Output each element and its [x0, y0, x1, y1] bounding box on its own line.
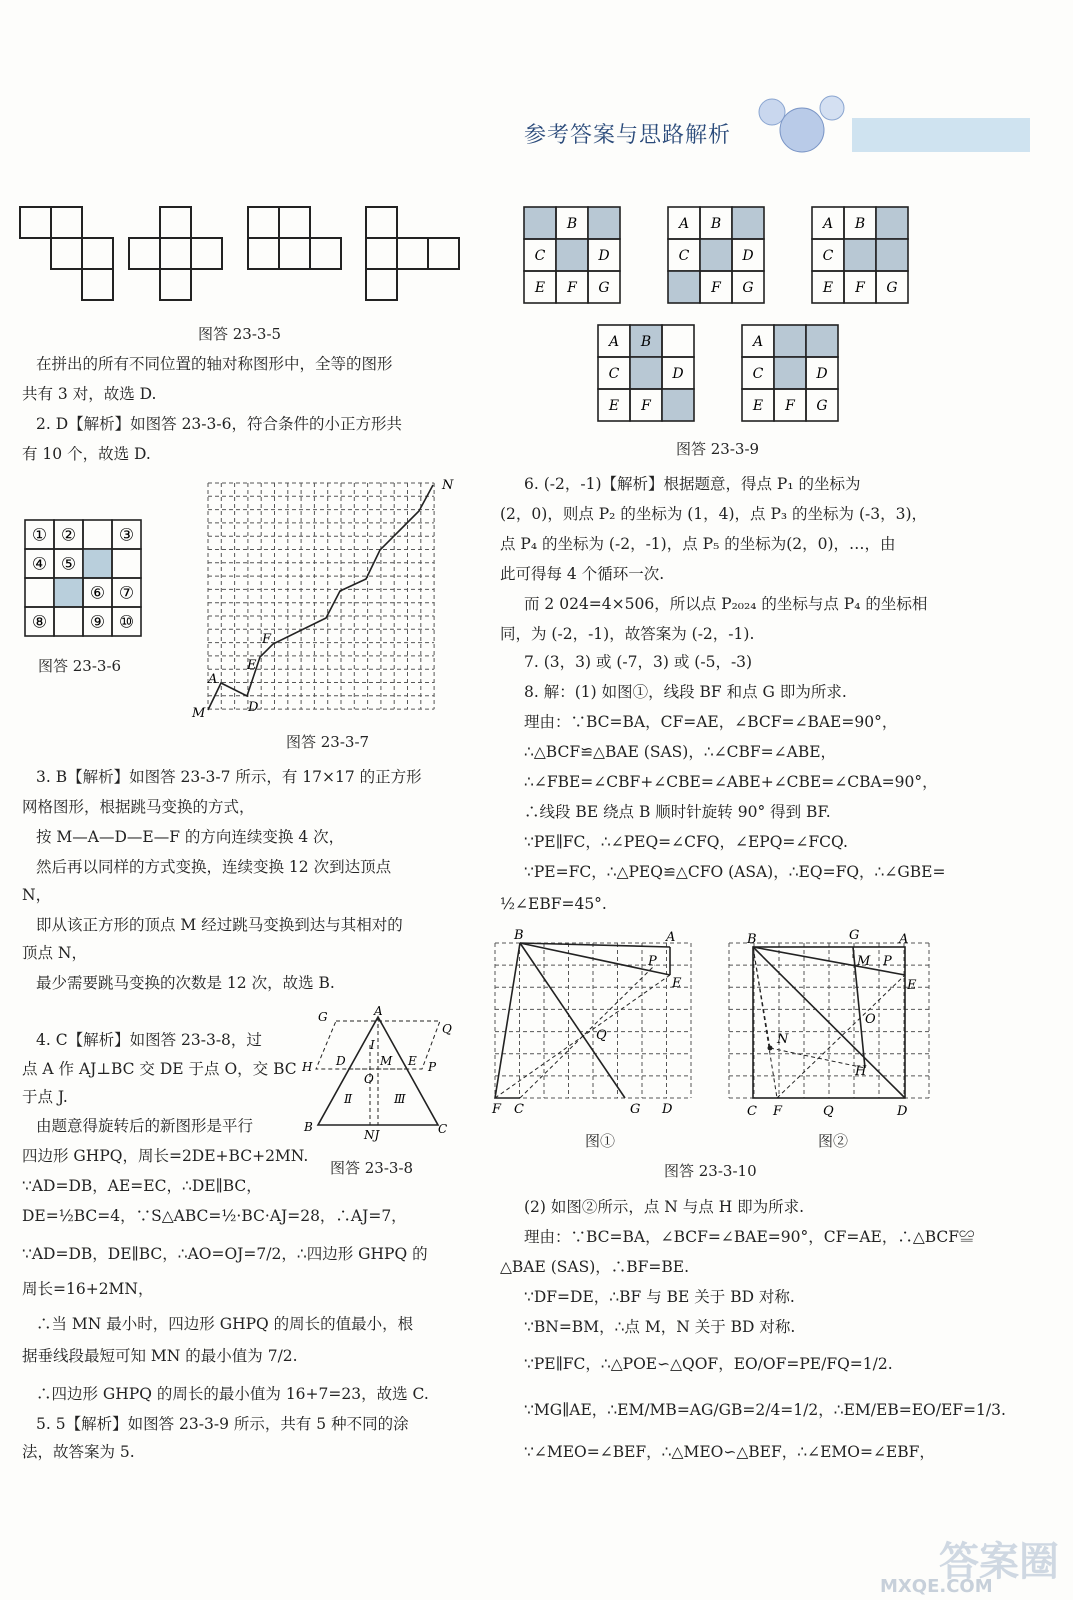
grid9-label: G — [598, 280, 610, 296]
left-text-line: 网格图形，根据跳马变换的方式， — [22, 798, 255, 816]
fig8-label-Q: Q — [442, 1022, 452, 1036]
figure-23-3-5 — [20, 205, 460, 305]
grid9-label: B — [854, 216, 866, 232]
right-text-line: ∴△BCF≌△BAE (SAS)，∴∠CBF=∠ABE， — [524, 743, 837, 761]
left-text-line: 按 M—A—D—E—F 的方向连续变换 4 次， — [36, 828, 345, 846]
right-text-line: 点 P₄ 的坐标为 (-2，-1)，点 P₅ 的坐标为(2，0)，…，由 — [500, 535, 896, 553]
header-title: 参考答案与思路解析 — [524, 123, 732, 148]
right-text-line: ∴线段 BE 绕点 B 顺时针旋转 90° 得到 BF. — [524, 803, 831, 821]
grid9-label: C — [534, 248, 546, 264]
grid9-cell — [774, 325, 806, 357]
grid9-label: F — [641, 398, 651, 414]
grid6-label: ④ — [31, 554, 48, 575]
left-text-line: 由题意得旋转后的新图形是平行 — [36, 1117, 254, 1135]
right-text-line: (2) 如图②所示，点 N 与点 H 即为所求. — [524, 1198, 805, 1216]
grid9-cell — [588, 207, 620, 239]
grid6-cell — [25, 578, 54, 607]
grid6-cell — [83, 549, 112, 578]
grid6-label: ② — [60, 525, 77, 546]
fig7-label-A: A — [208, 672, 218, 687]
grid9-label: F — [567, 280, 577, 296]
grid9-label: C — [752, 366, 764, 382]
grid9-cell — [556, 239, 588, 271]
watermark-logo: 答案圈 — [939, 1539, 1059, 1585]
grid9-label: G — [742, 280, 754, 296]
figure-23-3-9 — [520, 205, 920, 425]
fig10b-label-G: G — [849, 928, 860, 943]
fig8-label-II: Ⅱ — [344, 1092, 353, 1106]
left-text-line: 有 10 个，故选 D. — [22, 445, 151, 463]
fig10a-label-Q: Q — [596, 1028, 607, 1043]
grid9-cell — [876, 207, 908, 239]
left-text-line: 5. 5【解析】如图答 23-3-9 所示，共有 5 种不同的涂 — [36, 1415, 409, 1433]
caption-fig10b: 图② — [818, 1132, 849, 1150]
right-text-line: 8. 解：(1) 如图①，线段 BF 和点 G 即为所求. — [524, 683, 847, 701]
caption-fig9: 图答 23-3-9 — [676, 440, 760, 458]
grid9-label: B — [640, 334, 652, 350]
grid9-cell — [662, 389, 694, 421]
grid9-label: B — [710, 216, 722, 232]
right-text-line: 而 2 024=4×506，所以点 P₂₀₂₄ 的坐标与点 P₄ 的坐标相 — [524, 595, 928, 613]
left-text-line: 四边形 GHPQ，周长=2DE+BC+2MN. — [22, 1147, 309, 1165]
fig10b-label-N: N — [777, 1032, 789, 1047]
fig10a-label-C: C — [514, 1102, 524, 1117]
fig8-label-D: D — [336, 1054, 346, 1068]
grid6-cell — [83, 520, 112, 549]
grid6-label: ③ — [118, 525, 135, 546]
figure-23-3-7 — [190, 475, 460, 725]
grid9-cell — [668, 271, 700, 303]
right-text-line: 理由：∵BC=BA，∠BCF=∠BAE=90°，CF=AE，∴△BCF≌ — [524, 1228, 975, 1246]
fig8-label-E: E — [408, 1054, 417, 1068]
fig8-label-III: Ⅲ — [394, 1092, 406, 1106]
right-text-line: ½∠EBF=45°. — [500, 895, 607, 913]
bubble-decoration-icon — [750, 92, 850, 162]
fig10a-label-A: A — [666, 930, 676, 945]
grid6-label: ⑥ — [89, 583, 106, 604]
right-text-line: 同，为 (-2，-1)，故答案为 (-2，-1). — [500, 625, 755, 643]
grid9-label: C — [822, 248, 834, 264]
fig10b-label-P: P — [883, 954, 892, 969]
right-text-line: (2，0)，则点 P₂ 的坐标为 (1，4)，点 P₃ 的坐标为 (-3，3)， — [500, 505, 928, 523]
left-text-line: DE=½BC=4，∵S△ABC=½·BC·AJ=28，∴AJ=7， — [22, 1207, 407, 1225]
left-text-line: N， — [22, 886, 52, 904]
fig10b-label-B: B — [747, 932, 757, 947]
grid9-label: G — [816, 398, 828, 414]
grid9-label: D — [816, 366, 828, 382]
fig8-label-G: G — [318, 1010, 328, 1024]
grid6-cell — [54, 578, 83, 607]
grid9-cell — [774, 357, 806, 389]
left-text-line: 顶点 N， — [22, 944, 87, 962]
fig10a-label-F: F — [492, 1102, 502, 1117]
figure-23-3-6 — [25, 520, 145, 640]
right-text-line: ∵PE∥FC，∴△POE∽△QOF，EO/OF=PE/FQ=1/2. — [524, 1355, 893, 1373]
fig10b-label-H: H — [855, 1064, 867, 1079]
fig10b-label-E: E — [907, 978, 917, 993]
left-text-line: 点 A 作 AJ⊥BC 交 DE 于点 O，交 BC — [22, 1060, 297, 1078]
left-text-line: ∴四边形 GHPQ 的周长的最小值为 16+7=23，故选 C. — [36, 1385, 429, 1403]
grid9-label: B — [566, 216, 578, 232]
grid6-label: ⑤ — [60, 554, 77, 575]
left-text-line: 法，故答案为 5. — [22, 1443, 135, 1461]
right-text-line: ∵BN=BM，∴点 M，N 关于 BD 对称. — [524, 1318, 796, 1336]
grid9-label: A — [608, 334, 620, 350]
fig8-label-C: C — [438, 1122, 448, 1136]
grid6-label: ⑩ — [118, 612, 135, 633]
fig10b-label-Q: Q — [823, 1104, 834, 1119]
grid6-label: ⑧ — [31, 612, 48, 633]
fig10b-label-F: F — [773, 1104, 783, 1119]
fig7-label-D: D — [248, 700, 259, 715]
fig8-label-I: Ⅰ — [370, 1038, 375, 1052]
left-text-line: ∴当 MN 最小时，四边形 GHPQ 的周长的值最小，根 — [36, 1315, 414, 1333]
grid6-label: ① — [31, 525, 48, 546]
right-text-line: 6. (-2，-1)【解析】根据题意，得点 P₁ 的坐标为 — [524, 475, 861, 493]
left-text-line: 然后再以同样的方式变换，连续变换 12 次到达顶点 — [36, 858, 392, 876]
watermark-url: MXQE.COM — [880, 1576, 993, 1597]
fig10b-label-O: O — [865, 1012, 876, 1027]
left-text-line: 最少需要跳马变换的次数是 12 次，故选 B. — [36, 974, 335, 992]
caption-fig10: 图答 23-3-10 — [664, 1162, 757, 1180]
grid9-cell — [844, 239, 876, 271]
grid9-cell — [524, 207, 556, 239]
left-text-line: 周长=16+2MN， — [22, 1280, 154, 1298]
grid9-label: F — [855, 280, 865, 296]
right-text-line: ∵MG∥AE，∴EM/MB=AG/GB=2/4=1/2，∴EM/EB=EO/EF=1/3. — [524, 1401, 1006, 1419]
left-text-line: 在拼出的所有不同位置的轴对称图形中，全等的图形 — [36, 355, 393, 373]
left-text-line: 据垂线段最短可知 MN 的最小值为 7/2. — [22, 1347, 298, 1365]
fig10a-label-P: P — [648, 954, 657, 969]
grid9-label: E — [608, 398, 620, 414]
header-band — [852, 118, 1030, 152]
right-text-line: ∵PE∥FC，∴∠PEQ=∠CFQ，∠EPQ=∠FCQ. — [524, 833, 848, 851]
grid6-cell — [112, 549, 141, 578]
caption-fig6: 图答 23-3-6 — [38, 657, 122, 675]
fig10b-label-M: M — [857, 954, 871, 969]
grid6-label: ⑦ — [118, 583, 135, 604]
grid9-label: G — [886, 280, 898, 296]
grid9-label: A — [822, 216, 834, 232]
grid6-label: ⑨ — [89, 612, 106, 633]
grid9-cell — [732, 207, 764, 239]
right-text-line: △BAE (SAS)，∴BF=BE. — [500, 1258, 690, 1276]
fig8-label-NJ: NJ — [364, 1128, 380, 1142]
grid9-label: D — [672, 366, 684, 382]
fig7-label-M: M — [192, 706, 206, 721]
fig8-label-P: P — [428, 1060, 437, 1074]
grid9-label: F — [711, 280, 721, 296]
right-text-line: ∴∠FBE=∠CBF+∠CBE=∠ABE+∠CBE=∠CBA=90°， — [524, 773, 938, 791]
left-text-line: ∵AD=DB，AE=EC，∴DE∥BC， — [22, 1177, 262, 1195]
grid9-label: E — [752, 398, 764, 414]
left-text-line: 共有 3 对，故选 D. — [22, 385, 157, 403]
figure-23-3-10a — [490, 925, 700, 1125]
grid9-cell — [662, 325, 694, 357]
left-text-line: 即从该正方形的顶点 M 经过跳马变换到达与其相对的 — [36, 916, 403, 934]
caption-fig8: 图答 23-3-8 — [330, 1159, 414, 1177]
fig7-label-N: N — [442, 478, 454, 493]
grid9-label: C — [608, 366, 620, 382]
grid6-cell — [54, 607, 83, 636]
grid9-label: F — [785, 398, 795, 414]
right-text-line: ∵PE=FC，∴△PEQ≌△CFO (ASA)，∴EQ=FQ，∴∠GBE= — [524, 863, 946, 881]
caption-fig5: 图答 23-3-5 — [198, 325, 282, 343]
fig8-label-B: B — [304, 1120, 313, 1134]
grid9-cell — [630, 357, 662, 389]
grid9-label: E — [534, 280, 546, 296]
figure-23-3-10b — [725, 925, 935, 1125]
fig10a-label-E: E — [672, 976, 682, 991]
right-text-line: ∵∠MEO=∠BEF，∴△MEO∽△BEF，∴∠EMO=∠EBF， — [524, 1443, 935, 1461]
figure-23-3-8 — [300, 1005, 465, 1145]
fig10a-label-B: B — [514, 928, 524, 943]
fig8-label-M: M — [380, 1054, 393, 1068]
fig8-label-A: A — [374, 1004, 383, 1018]
left-text-line: ∵AD=DB，DE∥BC，∴AO=OJ=7/2，∴四边形 GHPQ 的 — [22, 1245, 428, 1263]
caption-fig10a: 图① — [585, 1132, 616, 1150]
fig10a-label-G: G — [630, 1102, 641, 1117]
fig7-label-E: E — [247, 658, 257, 673]
caption-fig7: 图答 23-3-7 — [286, 733, 370, 751]
grid9-cell — [806, 325, 838, 357]
fig8-label-H: H — [302, 1060, 313, 1074]
right-text-line: 7. (3，3) 或 (-7，3) 或 (-5，-3) — [524, 653, 753, 671]
left-text-line: 3. B【解析】如图答 23-3-7 所示，有 17×17 的正方形 — [36, 768, 422, 786]
left-text-line: 4. C【解析】如图答 23-3-8，过 — [36, 1031, 262, 1049]
left-text-line: 于点 J. — [22, 1088, 68, 1106]
fig7-label-F: F — [262, 632, 272, 647]
right-text-line: ∵DF=DE，∴BF 与 BE 关于 BD 对称. — [524, 1288, 795, 1306]
fig8-label-O: O — [364, 1072, 374, 1086]
grid9-label: E — [822, 280, 834, 296]
fig10b-label-C: C — [747, 1104, 757, 1119]
right-text-line: 理由：∵BC=BA，CF=AE，∠BCF=∠BAE=90°， — [524, 713, 898, 731]
grid9-label: C — [678, 248, 690, 264]
grid9-label: A — [752, 334, 764, 350]
grid9-cell — [876, 239, 908, 271]
grid9-label: D — [598, 248, 610, 264]
grid9-label: A — [678, 216, 690, 232]
left-text-line: 2. D【解析】如图答 23-3-6，符合条件的小正方形共 — [36, 415, 402, 433]
fig10a-label-D: D — [662, 1102, 673, 1117]
grid9-cell — [700, 239, 732, 271]
right-text-line: 此可得每 4 个循环一次. — [500, 565, 665, 583]
fig10b-label-A: A — [899, 932, 909, 947]
fig10b-label-D: D — [897, 1104, 908, 1119]
grid9-label: D — [742, 248, 754, 264]
